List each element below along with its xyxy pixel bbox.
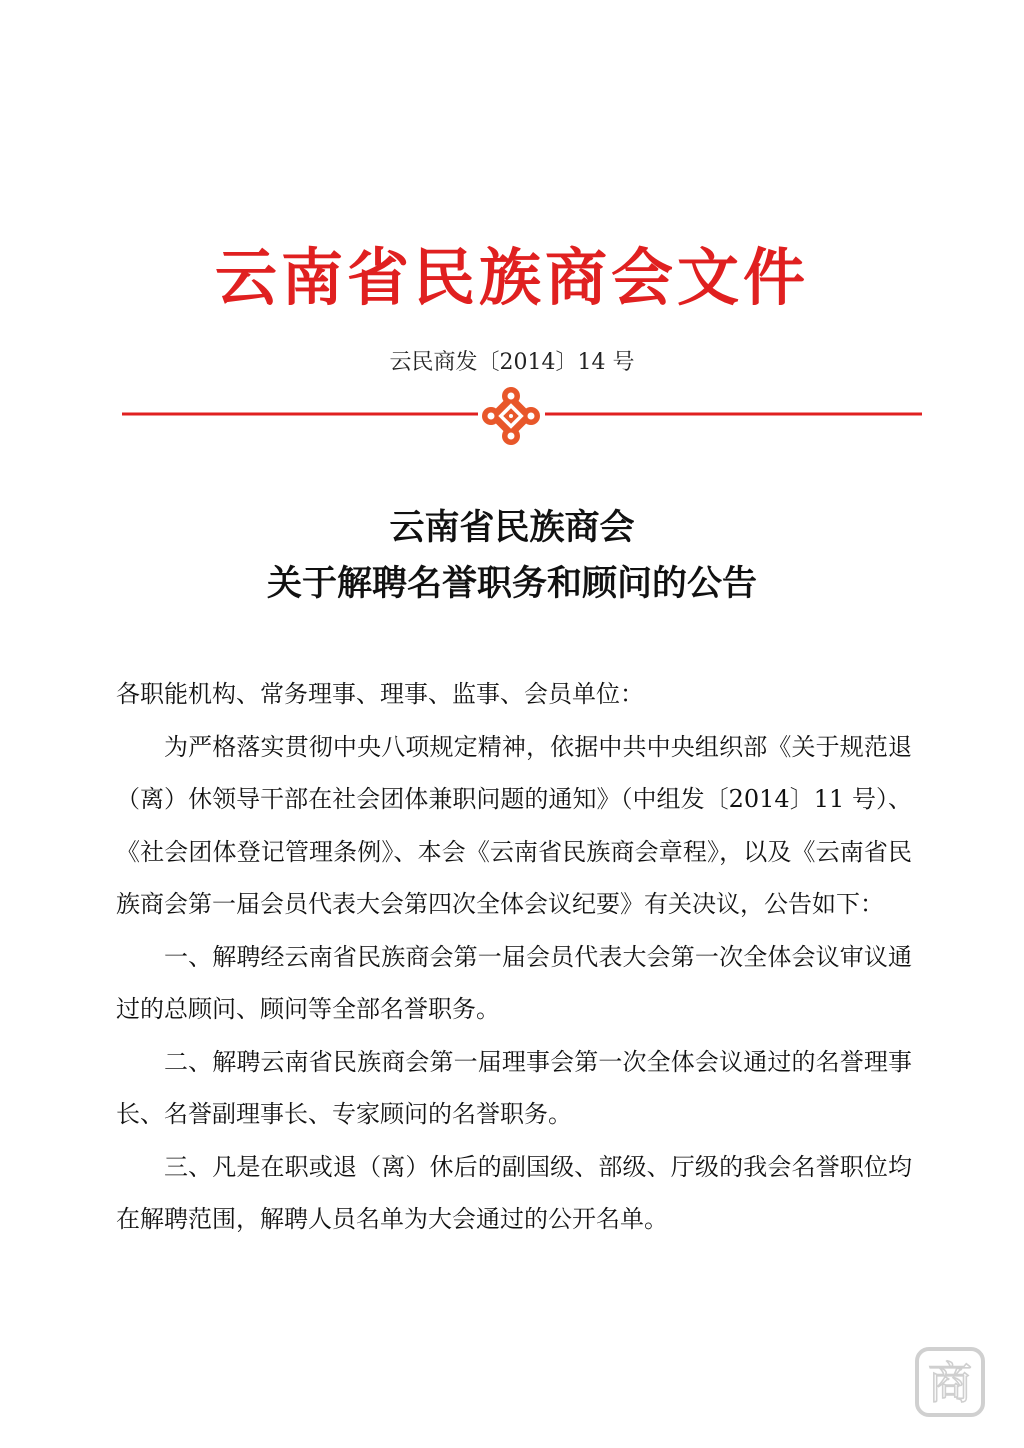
body-paragraph-1: 为严格落实贯彻中央八项规定精神，依据中共中央组织部《关于规范退（离）休领导干部在社会团体兼职问题的通知》（中组发〔2014〕11 号）、《社会团体登记管理条例》、本会《云南省民族商会章程》，以及《云南省民族商会第一届会员代表大会第四次全体会议纪要》有关决议，公告如下：	[116, 732, 912, 918]
announcement-headline	[0, 500, 1024, 612]
document-number: 云民商发〔2014〕14 号	[389, 350, 635, 375]
body-paragraph-3: 二、解聘云南省民族商会第一届理事会第一次全体会议通过的名誉理事长、名誉副理事长、专家顾问的名誉职务。	[116, 1047, 912, 1128]
header-divider	[0, 382, 1024, 452]
body-paragraph-4: 三、凡是在职或退（离）休后的副国级、部级、厅级的我会名誉职位均在解聘范围，解聘人员名单为大会通过的公开名单。	[116, 1152, 912, 1233]
headline-line-1: 云南省民族商会	[389, 507, 635, 548]
body-paragraph-2: 一、解聘经云南省民族商会第一届会员代表大会第一次全体会议审议通过的总顾问、顾问等全部名誉职务。	[116, 942, 912, 1023]
svg-text:商: 商	[928, 1358, 972, 1409]
shang-seal-icon	[914, 1346, 986, 1418]
headline-line-2: 关于解聘名誉职务和顾问的公告	[266, 563, 757, 604]
announcement-body	[116, 668, 912, 1246]
ornament-icon	[482, 387, 540, 445]
salutation: 各职能机构、常务理事、理事、监事、会员单位：	[116, 680, 644, 708]
page-title: 云南省民族商会文件	[214, 241, 809, 314]
